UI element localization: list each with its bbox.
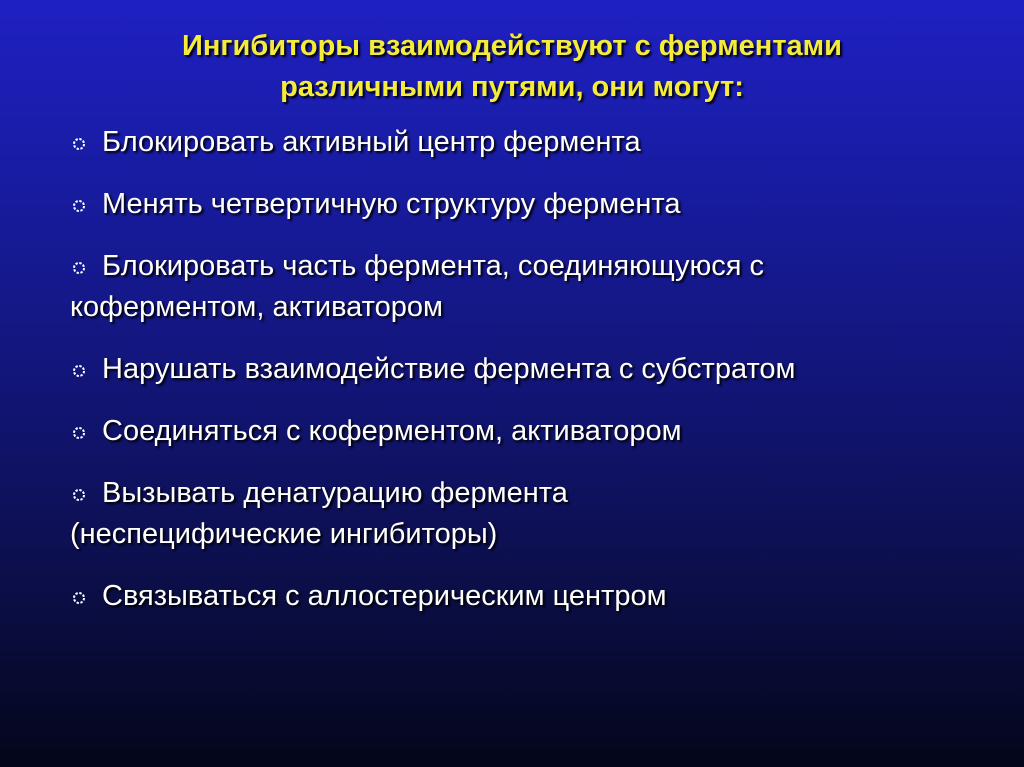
bullet-item [70,246,970,328]
bullet-text: Соединяться с коферментом, активатором [102,415,682,447]
bullet-text-continuation: коферментом, активатором [70,291,443,323]
bullet-item [70,473,970,555]
gear-icon [72,137,86,151]
bullet-item [70,184,970,225]
bullet-text: Блокировать активный центр фермента [102,126,641,158]
bullet-text: Блокировать часть фермента, соединяющуюся с [102,250,765,282]
bullet-item [70,411,970,452]
bullet-text: Менять четвертичную структуру фермента [102,188,681,220]
bullet-list [70,122,970,638]
slide-title-line-1: Ингибиторы взаимодействуют с ферментами [182,30,842,62]
bullet-item [70,349,970,390]
gear-icon [72,591,86,605]
gear-icon [72,426,86,440]
gear-icon [72,488,86,502]
bullet-text-continuation: (неспецифические ингибиторы) [70,518,498,550]
slide-title [0,26,1024,108]
bullet-text: Связываться с аллостерическим центром [102,580,667,612]
bullet-text: Вызывать денатурацию фермента [102,477,568,509]
slide-title-line-2: различными путями, они могут: [280,71,744,103]
gear-icon [72,364,86,378]
gear-icon [72,261,86,275]
bullet-text: Нарушать взаимодействие фермента с субстратом [102,353,796,385]
gear-icon [72,199,86,213]
bullet-item [70,576,970,617]
bullet-item [70,122,970,163]
